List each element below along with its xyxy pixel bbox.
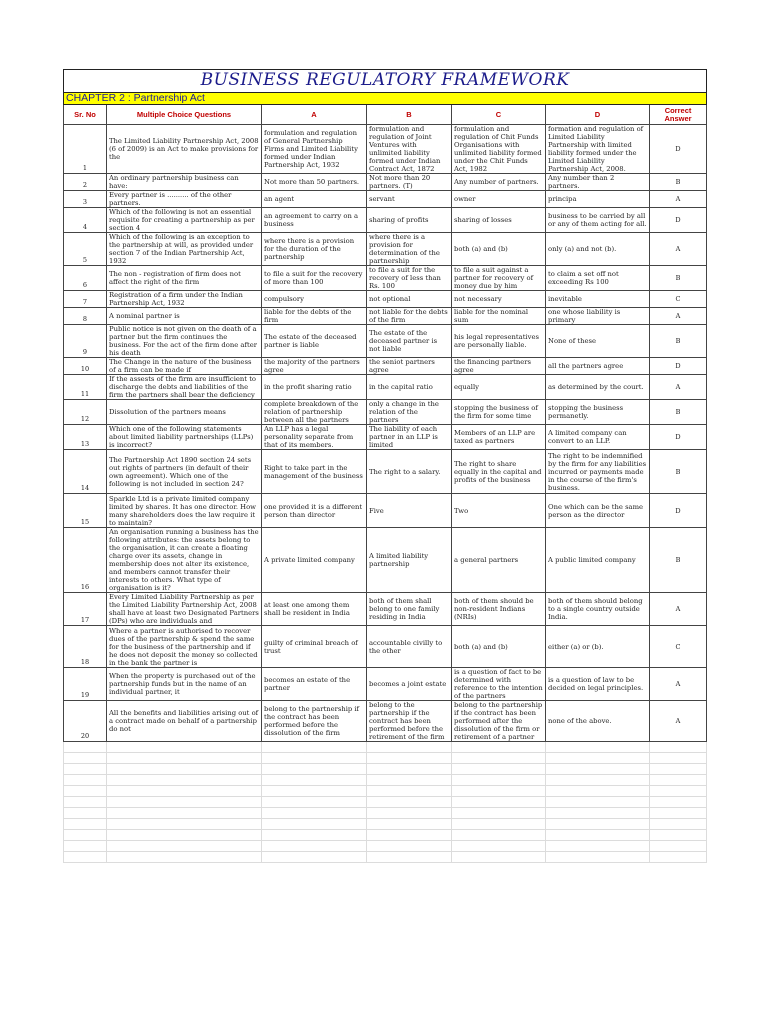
option-d: business to be carried by all or any of them acting for all.	[546, 208, 650, 233]
empty-cell	[262, 819, 367, 830]
empty-cell	[107, 786, 262, 797]
empty-cell	[64, 841, 107, 852]
option-d: One which can be the same person as the director	[546, 494, 650, 528]
option-d: inevitable	[546, 291, 650, 308]
empty-cell	[546, 797, 650, 808]
question-text: The non - registration of firm does not affect the right of the firm	[107, 266, 262, 291]
correct-answer: C	[650, 626, 707, 668]
empty-cell	[650, 852, 707, 863]
option-b: not optional	[367, 291, 452, 308]
option-a: becomes an estate of the partner	[262, 668, 367, 701]
header-question: Multiple Choice Questions	[107, 105, 262, 125]
correct-answer: B	[650, 528, 707, 593]
option-b: The estate of the deceased partner is not liable	[367, 325, 452, 358]
row-number: 1	[64, 125, 107, 174]
row-number: 11	[64, 375, 107, 400]
option-b: A limited liability partnership	[367, 528, 452, 593]
table-row	[64, 494, 707, 528]
option-b: The liability of each partner in an LLP is limited	[367, 425, 452, 450]
empty-cell	[262, 797, 367, 808]
correct-answer: B	[650, 450, 707, 494]
option-a: at least one among them shall be resident in India	[262, 593, 367, 626]
empty-cell	[452, 808, 546, 819]
table-row	[64, 191, 707, 208]
option-c: his legal representatives are personally liable.	[452, 325, 546, 358]
row-number: 15	[64, 494, 107, 528]
correct-answer: D	[650, 494, 707, 528]
empty-cell	[650, 830, 707, 841]
option-a: an agreement to carry on a business	[262, 208, 367, 233]
correct-answer: D	[650, 425, 707, 450]
row-number: 2	[64, 174, 107, 191]
option-d: A public limited company	[546, 528, 650, 593]
row-number: 13	[64, 425, 107, 450]
option-b: belong to the partnership if the contract has been performed before the retirement of the firm	[367, 701, 452, 742]
empty-row	[64, 797, 707, 808]
option-a: liable for the debts of the firm	[262, 308, 367, 325]
empty-cell	[367, 764, 452, 775]
empty-cell	[367, 808, 452, 819]
question-text: Sparkle Ltd is a private limited company limited by shares. It has one director. How many shareholders does the law require it to maintain?	[107, 494, 262, 528]
option-c: the financing partners agree	[452, 358, 546, 375]
empty-cell	[650, 753, 707, 764]
empty-cell	[546, 764, 650, 775]
row-number: 18	[64, 626, 107, 668]
row-number: 14	[64, 450, 107, 494]
option-c: both (a) and (b)	[452, 233, 546, 266]
row-number: 9	[64, 325, 107, 358]
option-a: an agent	[262, 191, 367, 208]
table-row	[64, 626, 707, 668]
option-c: not necessary	[452, 291, 546, 308]
empty-cell	[107, 764, 262, 775]
option-b: becomes a joint estate	[367, 668, 452, 701]
option-b: accountable civilly to the other	[367, 626, 452, 668]
option-a: complete breakdown of the relation of partnership between all the partners	[262, 400, 367, 425]
question-text: If the assests of the firm are insufficient to discharge the debts and liabilities of the firm the partners shall bear the deficiency	[107, 375, 262, 400]
empty-cell	[64, 775, 107, 786]
sheet-title	[64, 70, 707, 93]
correct-answer: A	[650, 308, 707, 325]
empty-cell	[262, 830, 367, 841]
empty-row	[64, 775, 707, 786]
row-number: 17	[64, 593, 107, 626]
correct-answer: B	[650, 266, 707, 291]
option-c: owner	[452, 191, 546, 208]
option-c: The right to share equally in the capital and profits of the business	[452, 450, 546, 494]
option-d: both of them should belong to a single country outside India.	[546, 593, 650, 626]
question-text: Public notice is not given on the death of a partner but the firm continues the business. For the act of the firm done after his death	[107, 325, 262, 358]
empty-cell	[64, 830, 107, 841]
row-number: 4	[64, 208, 107, 233]
row-number: 6	[64, 266, 107, 291]
question-text: Every Limited Liability Partnership as per the Limited Liability Partnership Act, 2008 shall have at least two Designated Partners (DPs) who are individuals and	[107, 593, 262, 626]
option-a: formulation and regulation of General Partnership Firms and Limited Liability formed under Indian Partnership Act, 1932	[262, 125, 367, 174]
option-a: Right to take part in the management of the business	[262, 450, 367, 494]
table-row	[64, 266, 707, 291]
row-number: 10	[64, 358, 107, 375]
empty-cell	[650, 797, 707, 808]
row-number: 20	[64, 701, 107, 742]
empty-cell	[546, 841, 650, 852]
option-a: in the profit sharing ratio	[262, 375, 367, 400]
empty-cell	[367, 753, 452, 764]
option-c: belong to the partnership if the contract has been performed after the dissolution of the firm or retirement of a partner	[452, 701, 546, 742]
question-text: Where a partner is authorised to recover dues of the partnership & spend the same for the business of the partnership and if he does not deposit the money so collected in the bank the partner is	[107, 626, 262, 668]
option-b: only a change in the relation of the partners	[367, 400, 452, 425]
question-sheet	[63, 69, 706, 863]
empty-row	[64, 852, 707, 863]
empty-cell	[546, 808, 650, 819]
option-b: to file a suit for the recovery of less than Rs. 100	[367, 266, 452, 291]
empty-cell	[367, 797, 452, 808]
option-d: Any number than 2 partners.	[546, 174, 650, 191]
table-row	[64, 400, 707, 425]
option-c: Members of an LLP are taxed as partners	[452, 425, 546, 450]
empty-cell	[546, 742, 650, 753]
row-number: 19	[64, 668, 107, 701]
table-row	[64, 593, 707, 626]
empty-cell	[262, 852, 367, 863]
option-a: Not more than 50 partners.	[262, 174, 367, 191]
question-text: Which of the following is not an essential requisite for creating a partnership as per section 4	[107, 208, 262, 233]
option-b: in the capital ratio	[367, 375, 452, 400]
option-d: formation and regulation of Limited Liability Partnership with limited liability formed under the Limited Liability Partnership Act, 2008.	[546, 125, 650, 174]
option-d: stopping the business permanetly.	[546, 400, 650, 425]
option-d: None of these	[546, 325, 650, 358]
option-c: stopping the business of the firm for some time	[452, 400, 546, 425]
question-text: Registration of a firm under the Indian Partnership Act, 1932	[107, 291, 262, 308]
empty-cell	[64, 764, 107, 775]
question-text: Dissolution of the partners means	[107, 400, 262, 425]
option-a: The estate of the deceased partner is liable	[262, 325, 367, 358]
option-a: to file a suit for the recovery of more than 100	[262, 266, 367, 291]
question-text: The Limited Liability Partnership Act, 2008 (6 of 2009) is an Act to make provisions for the	[107, 125, 262, 174]
option-d: to claim a set off not exceeding Rs 100	[546, 266, 650, 291]
question-text: All the benefits and liabilities arising out of a contract made on behalf of a partnership do not	[107, 701, 262, 742]
empty-cell	[452, 786, 546, 797]
correct-answer: A	[650, 191, 707, 208]
option-a: compulsory	[262, 291, 367, 308]
empty-cell	[107, 742, 262, 753]
table-row	[64, 528, 707, 593]
correct-answer: A	[650, 593, 707, 626]
table-row	[64, 358, 707, 375]
header-option-a: A	[262, 105, 367, 125]
correct-answer: A	[650, 701, 707, 742]
option-b: The right to a salary.	[367, 450, 452, 494]
option-d: principa	[546, 191, 650, 208]
table-row	[64, 450, 707, 494]
empty-row	[64, 819, 707, 830]
option-c: both (a) and (b)	[452, 626, 546, 668]
question-text: When the property is purchased out of the partnership funds but in the name of an individual partner, it	[107, 668, 262, 701]
empty-cell	[262, 841, 367, 852]
empty-row	[64, 753, 707, 764]
empty-cell	[452, 841, 546, 852]
empty-cell	[107, 830, 262, 841]
row-number: 5	[64, 233, 107, 266]
option-c: to file a suit against a partner for recovery of money due by him	[452, 266, 546, 291]
table-row	[64, 325, 707, 358]
question-text: A nominal partner is	[107, 308, 262, 325]
empty-cell	[367, 830, 452, 841]
empty-cell	[367, 819, 452, 830]
option-b: the seniot partners agree	[367, 358, 452, 375]
option-d: either (a) or (b).	[546, 626, 650, 668]
empty-cell	[107, 819, 262, 830]
row-number: 16	[64, 528, 107, 593]
empty-cell	[650, 786, 707, 797]
option-c: liable for the nominal sum	[452, 308, 546, 325]
header-option-c: C	[452, 105, 546, 125]
empty-cell	[64, 786, 107, 797]
empty-cell	[64, 753, 107, 764]
table-row	[64, 668, 707, 701]
empty-cell	[452, 753, 546, 764]
option-a: belong to the partnership if the contract has been performed before the dissolution of the firm	[262, 701, 367, 742]
empty-cell	[262, 753, 367, 764]
empty-cell	[367, 786, 452, 797]
option-d: is a question of law to be decided on legal principles.	[546, 668, 650, 701]
option-d: all the partners agree	[546, 358, 650, 375]
option-a: An LLP has a legal personality separate from that of its members.	[262, 425, 367, 450]
option-c: Two	[452, 494, 546, 528]
table-row	[64, 701, 707, 742]
empty-cell	[107, 797, 262, 808]
table-row	[64, 308, 707, 325]
empty-row	[64, 830, 707, 841]
empty-cell	[452, 852, 546, 863]
correct-answer: D	[650, 125, 707, 174]
empty-cell	[452, 830, 546, 841]
empty-cell	[107, 808, 262, 819]
empty-cell	[452, 775, 546, 786]
empty-cell	[452, 797, 546, 808]
option-a: guilty of criminal breach of trust	[262, 626, 367, 668]
table-row	[64, 125, 707, 174]
empty-cell	[367, 742, 452, 753]
empty-cell	[367, 852, 452, 863]
empty-cell	[262, 742, 367, 753]
empty-cell	[452, 819, 546, 830]
empty-row	[64, 841, 707, 852]
question-text: An organisation running a business has the following attributes: the assets belong to the organisation, it can create a floating charge over its assets, change in membership does not alter its existence, and members cannot transfer their interests to others. What type of organisation is it?	[107, 528, 262, 593]
option-a: A private limited company	[262, 528, 367, 593]
correct-answer: C	[650, 291, 707, 308]
table-row	[64, 291, 707, 308]
option-b: not liable for the debts of the firm	[367, 308, 452, 325]
empty-cell	[546, 753, 650, 764]
chapter-heading: CHAPTER 2 : Partnership Act	[64, 93, 707, 105]
header-option-b: B	[367, 105, 452, 125]
question-text: Which of the following is an exception to the partnership at will, as provided under section 7 of the Indian Partnership Act, 1932	[107, 233, 262, 266]
empty-cell	[546, 786, 650, 797]
option-b: formulation and regulation of Joint Ventures with unlimited liability formed under Indian Contract Act, 1872	[367, 125, 452, 174]
option-a: one provided it is a different person than director	[262, 494, 367, 528]
empty-cell	[367, 775, 452, 786]
correct-answer: D	[650, 358, 707, 375]
option-b: sharing of profits	[367, 208, 452, 233]
option-c: Any number of partners.	[452, 174, 546, 191]
correct-answer: D	[650, 208, 707, 233]
empty-cell	[107, 852, 262, 863]
table-row	[64, 233, 707, 266]
option-b: servant	[367, 191, 452, 208]
option-d: A limited company can convert to an LLP.	[546, 425, 650, 450]
question-text: The Change in the nature of the business of a firm can be made if	[107, 358, 262, 375]
question-text: An ordinary partnership business can have:	[107, 174, 262, 191]
empty-cell	[650, 808, 707, 819]
empty-cell	[546, 852, 650, 863]
empty-cell	[367, 841, 452, 852]
row-number: 3	[64, 191, 107, 208]
empty-cell	[107, 753, 262, 764]
empty-cell	[64, 742, 107, 753]
empty-cell	[546, 830, 650, 841]
empty-row	[64, 764, 707, 775]
table-row	[64, 208, 707, 233]
empty-cell	[650, 841, 707, 852]
option-d: one whose liability is primary	[546, 308, 650, 325]
row-number: 7	[64, 291, 107, 308]
table-row	[64, 375, 707, 400]
option-c: a general partners	[452, 528, 546, 593]
empty-cell	[262, 786, 367, 797]
option-b: both of them shall belong to one family residing in India	[367, 593, 452, 626]
option-d: only (a) and not (b).	[546, 233, 650, 266]
empty-row	[64, 786, 707, 797]
empty-cell	[64, 852, 107, 863]
correct-answer: B	[650, 400, 707, 425]
option-c: sharing of losses	[452, 208, 546, 233]
empty-cell	[262, 775, 367, 786]
option-c: equally	[452, 375, 546, 400]
question-text: Which one of the following statements about limited liability partnerships (LLPs) is incorrect?	[107, 425, 262, 450]
empty-row	[64, 742, 707, 753]
header-correct-answer: Correct Answer	[650, 105, 707, 125]
option-c: formulation and regulation of Chit Funds Organisations with unlimited liability formed under the Chit Funds Act, 1982	[452, 125, 546, 174]
empty-cell	[452, 742, 546, 753]
empty-cell	[64, 819, 107, 830]
question-text: Every partner is .......... of the other partners.	[107, 191, 262, 208]
question-text: The Partnership Act 1890 section 24 sets out rights of partners (in default of their own agreement). Which one of the following is not included in section 24?	[107, 450, 262, 494]
empty-cell	[262, 764, 367, 775]
row-number: 12	[64, 400, 107, 425]
empty-cell	[546, 775, 650, 786]
empty-cell	[452, 764, 546, 775]
empty-cell	[650, 742, 707, 753]
empty-cell	[64, 797, 107, 808]
option-d: as determined by the court.	[546, 375, 650, 400]
correct-answer: A	[650, 668, 707, 701]
option-b: where there is a provision for determination of the partnership	[367, 233, 452, 266]
correct-answer: A	[650, 233, 707, 266]
mcq-table	[63, 69, 707, 863]
empty-cell	[107, 775, 262, 786]
empty-cell	[546, 819, 650, 830]
empty-cell	[64, 808, 107, 819]
row-number: 8	[64, 308, 107, 325]
empty-cell	[262, 808, 367, 819]
title-text: BUSINESS REGULATORY FRAMEWORK	[200, 69, 570, 90]
header-row	[64, 105, 707, 125]
option-d: none of the above.	[546, 701, 650, 742]
correct-answer: B	[650, 174, 707, 191]
option-a: the majority of the partners agree	[262, 358, 367, 375]
empty-row	[64, 808, 707, 819]
header-option-d: D	[546, 105, 650, 125]
correct-answer: B	[650, 325, 707, 358]
option-c: both of them should be non-resident Indians (NRIs)	[452, 593, 546, 626]
option-c: is a question of fact to be determined with reference to the intention of the partners	[452, 668, 546, 701]
empty-cell	[650, 775, 707, 786]
option-b: Five	[367, 494, 452, 528]
correct-answer: A	[650, 375, 707, 400]
empty-cell	[650, 819, 707, 830]
table-row	[64, 174, 707, 191]
empty-cell	[650, 764, 707, 775]
option-a: where there is a provision for the duration of the partnership	[262, 233, 367, 266]
header-sr-no: Sr. No	[64, 105, 107, 125]
option-b: Not more than 20 partners. (T)	[367, 174, 452, 191]
option-d: The right to be indemnified by the firm for any liabilities incurred or payments made in the course of the firm's business.	[546, 450, 650, 494]
table-row	[64, 425, 707, 450]
empty-cell	[107, 841, 262, 852]
